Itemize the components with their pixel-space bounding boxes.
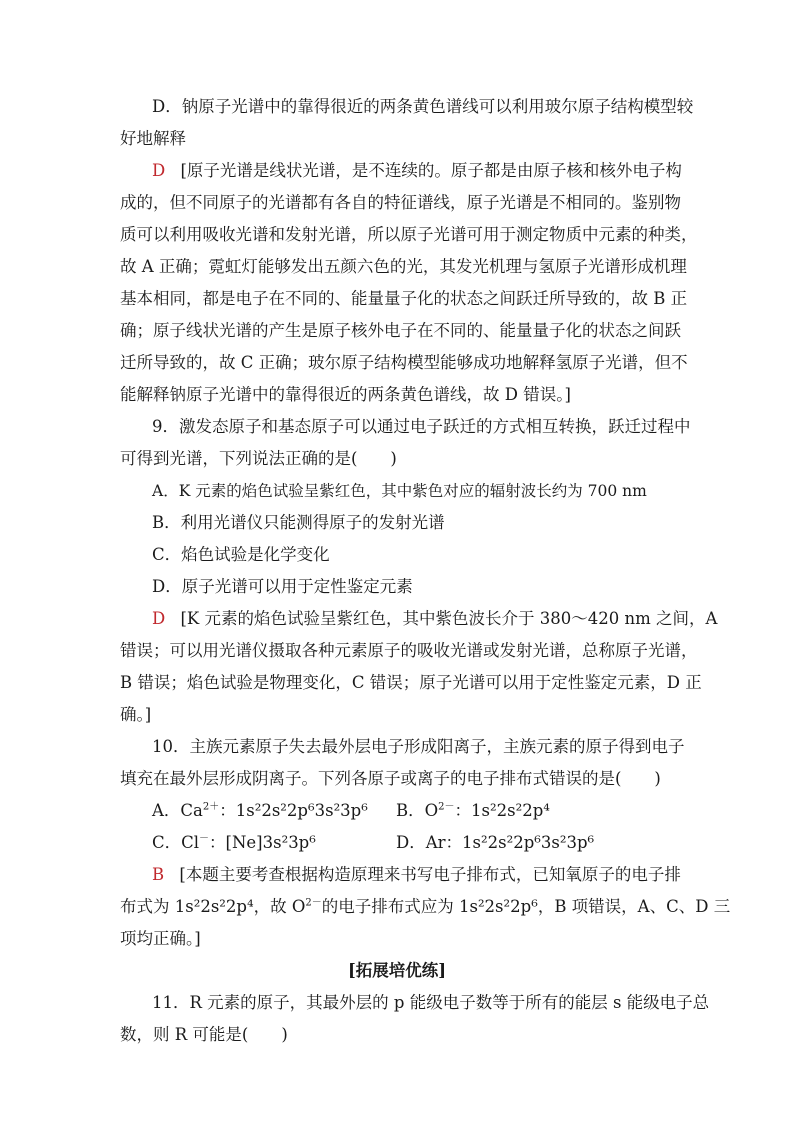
q9-option-a: A．K 元素的焰色试验呈紫红色，其中紫色对应的辐射波长约为 700 nm xyxy=(152,482,647,500)
q9-explanation-text: [K 元素的焰色试验呈紫红色，其中紫色波长介于 380～420 nm 之间，A xyxy=(180,609,718,628)
q9-option-c: C．焰色试验是化学变化 xyxy=(152,545,330,564)
q8-explanation-line3: 质可以利用吸收光谱和发射光谱，所以原子光谱可用于测定物质中元素的种类， xyxy=(120,225,698,244)
q9-stem-line2: 可得到光谱，下列说法正确的是( ) xyxy=(120,449,397,468)
q10-option-c-charge: － xyxy=(199,833,210,845)
q11-stem-line2: 数，则 R 可能是( ) xyxy=(120,1025,288,1044)
q10-option-b-label: B．O xyxy=(396,801,439,820)
q8-explanation-line4: 故 A 正确；霓虹灯能够发出五颜六色的光，其发光机理与氢原子光谱形成机理 xyxy=(120,257,687,276)
q10-option-a-label: A．Ca xyxy=(152,801,203,820)
q8-explanation-text: [原子光谱是线状光谱，是不连续的。原子都是由原子核和核外电子构 xyxy=(180,161,682,180)
q10-explanation-line1 xyxy=(152,864,681,886)
q10-option-c-config: ：[Ne]3s²3p⁶ xyxy=(209,833,316,852)
section-title: [拓展培优练] xyxy=(347,961,447,980)
q10-explanation-line2-b: 的电子排布式应为 1s²2s²2p⁶，B 项错误，A、C、D 三 xyxy=(321,897,731,916)
q10-stem-line1: 10．主族元素原子失去最外层电子形成阳离子，主族元素的原子得到电子 xyxy=(152,737,685,756)
q8-explanation-line6: 确；原子线状光谱的产生是原子核外电子在不同的、能量量子化的状态之间跃 xyxy=(120,321,681,340)
q10-explanation-line3: 项均正确。] xyxy=(120,929,201,948)
q8-answer: D xyxy=(152,161,166,180)
q10-option-a-charge: 2＋ xyxy=(202,801,220,813)
q9-explanation-line1 xyxy=(152,608,717,630)
q9-option-d: D．原子光谱可以用于定性鉴定元素 xyxy=(152,577,413,596)
q8-option-d-line1: D．钠原子光谱中的靠得很近的两条黄色谱线可以利用玻尔原子结构模型较 xyxy=(152,97,694,116)
q10-option-b xyxy=(396,800,550,822)
q8-explanation-line1 xyxy=(152,160,682,182)
q9-explanation-line3: B 错误；焰色试验是物理变化，C 错误；原子光谱可以用于定性鉴定元素，D 正 xyxy=(120,673,702,692)
q10-explanation-charge: 2－ xyxy=(305,897,322,909)
q8-explanation-line8: 能解释钠原子光谱中的靠得很近的两条黄色谱线，故 D 错误。] xyxy=(120,385,571,404)
q11-stem-line1: 11．R 元素的原子，其最外层的 p 能级电子数等于所有的能层 s 能级电子总 xyxy=(152,993,710,1012)
q10-option-c-label: C．Cl xyxy=(152,833,200,852)
q9-option-b: B．利用光谱仪只能测得原子的发射光谱 xyxy=(152,513,445,532)
q10-option-a xyxy=(152,800,368,822)
q10-option-c xyxy=(152,832,316,854)
q9-explanation-line4: 确。] xyxy=(120,705,152,724)
q10-option-b-config: ：1s²2s²2p⁴ xyxy=(454,801,550,820)
q10-option-a-config: ：1s²2s²2p⁶3s²3p⁶ xyxy=(219,801,368,820)
q9-stem-line1: 9．激发态原子和基态原子可以通过电子跃迁的方式相互转换，跃迁过程中 xyxy=(152,417,691,436)
q10-explanation-text: [本题主要考查根据构造原理来书写电子排布式，已知氧原子的电子排 xyxy=(179,865,681,884)
q10-option-b-charge: 2－ xyxy=(438,801,455,813)
q9-answer: D xyxy=(152,609,166,628)
q10-explanation-line2-a: 布式为 1s²2s²2p⁴，故 O xyxy=(120,897,306,916)
q9-explanation-line2: 错误；可以用光谱仪摄取各种元素原子的吸收光谱或发射光谱，总称原子光谱， xyxy=(120,641,698,660)
q8-explanation-line7: 迁所导致的，故 C 正确；玻尔原子结构模型能够成功地解释氢原子光谱，但不 xyxy=(120,353,688,372)
q8-explanation-line5: 基本相同，都是电子在不同的、能量量子化的状态之间跃迁所导致的，故 B 正 xyxy=(120,289,688,308)
q10-option-d: D．Ar：1s²2s²2p⁶3s²3p⁶ xyxy=(396,833,595,852)
q10-explanation-line2 xyxy=(120,896,730,918)
q10-stem-line2: 填充在最外层形成阴离子。下列各原子或离子的电子排布式错误的是( ) xyxy=(120,769,661,788)
q8-option-d-line2: 好地解释 xyxy=(120,129,186,148)
q10-answer: B xyxy=(152,865,165,884)
q8-explanation-line2: 成的，但不同原子的光谱都有各自的特征谱线，原子光谱是不相同的。鉴别物 xyxy=(120,193,681,212)
